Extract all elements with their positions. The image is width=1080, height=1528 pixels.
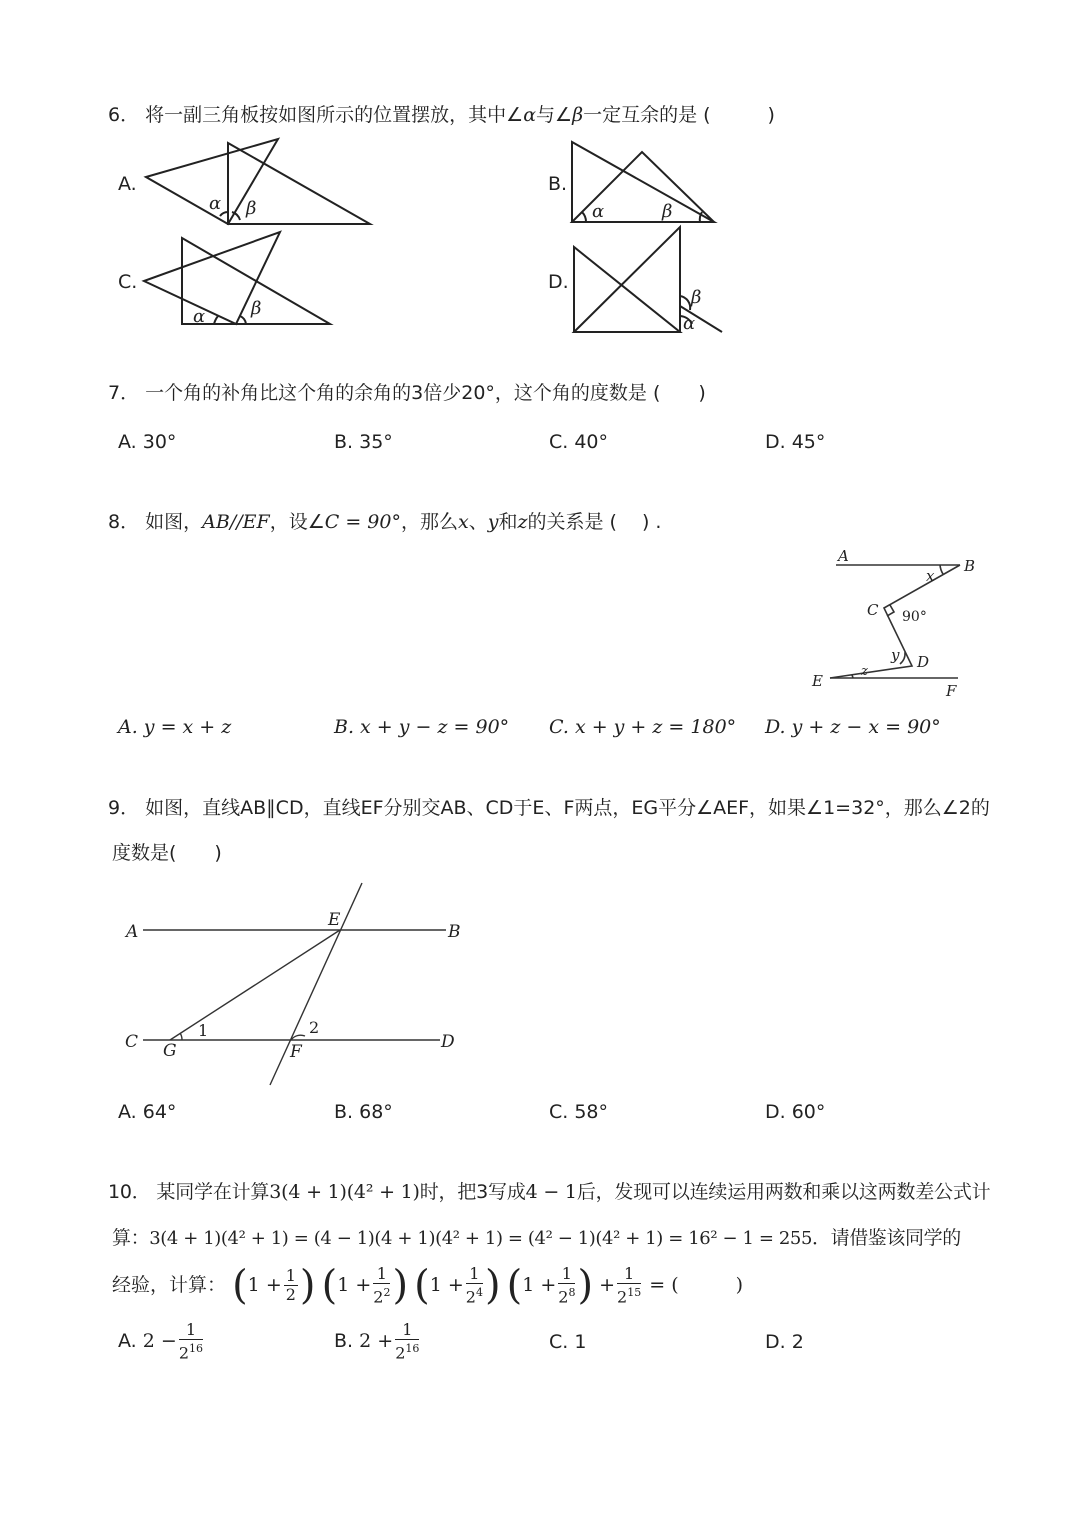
q10-option-a-exp: 16 bbox=[189, 1341, 203, 1355]
q8-label-f: F bbox=[946, 682, 957, 700]
q9-option-c[interactable]: C. 58° bbox=[549, 1101, 609, 1123]
q6-figure-a-beta: β bbox=[246, 198, 257, 219]
q8-text-d: 和 bbox=[498, 511, 518, 533]
q8-label-x: x bbox=[926, 567, 935, 585]
q10-frac-1-den: 2 bbox=[285, 1285, 296, 1304]
q8-option-a-text: A. y = x + z bbox=[118, 716, 232, 738]
q6-alpha: α bbox=[523, 104, 537, 126]
q10-term4-plus: + bbox=[540, 1274, 557, 1296]
q10-term1-plus: + bbox=[265, 1274, 282, 1296]
q10-frac-4-den bbox=[558, 1284, 575, 1306]
q10-option-a-base: 2 bbox=[178, 1343, 189, 1363]
q10-line1-c: 后，发现可以连续运用两数和乘以这两数差公式计 bbox=[576, 1181, 991, 1203]
q8-label-b: B bbox=[964, 557, 976, 575]
q6-option-d-label[interactable]: D. bbox=[548, 271, 569, 293]
q10-paren-close-3: ) bbox=[484, 1262, 501, 1309]
q9-label-e: E bbox=[328, 910, 341, 930]
q8-label-e: E bbox=[812, 672, 823, 690]
q10-frac-3-den bbox=[466, 1284, 483, 1306]
q10-paren-open-4: ( bbox=[506, 1262, 523, 1309]
q8-label-a: A bbox=[838, 547, 849, 565]
q8-label-d: D bbox=[917, 653, 930, 671]
q9-label-g: G bbox=[163, 1041, 177, 1061]
q10-option-a-den bbox=[179, 1340, 203, 1362]
q10-frac-3 bbox=[466, 1265, 483, 1306]
q8-z: z bbox=[517, 511, 528, 533]
q6-option-a-label[interactable]: A. bbox=[118, 173, 137, 195]
q10-paren-open-1: ( bbox=[232, 1262, 248, 1309]
q9-option-a[interactable]: A. 64° bbox=[118, 1101, 177, 1123]
q6-figure-b-alpha: α bbox=[592, 201, 605, 222]
q6-option-b-label[interactable]: B. bbox=[548, 173, 568, 195]
q10-option-b-base: 2 bbox=[395, 1343, 406, 1363]
q10-paren-close-4: ) bbox=[577, 1262, 594, 1309]
q7-option-c[interactable]: C. 40° bbox=[549, 431, 609, 453]
q6-figure-d-alpha: α bbox=[683, 313, 696, 334]
q8-number: 8． bbox=[108, 511, 140, 533]
q10-frac-3-num: 1 bbox=[466, 1265, 483, 1284]
q10-frac-3-exp: 4 bbox=[475, 1285, 483, 1299]
q10-paren-close-1: ) bbox=[299, 1262, 316, 1309]
q10-frac-5 bbox=[617, 1265, 641, 1306]
q8-option-b-text: B. x + y − z = 90° bbox=[334, 716, 510, 738]
q9-label-f: F bbox=[290, 1042, 302, 1062]
q6-figure-b-beta: β bbox=[662, 201, 673, 222]
q10-term3-plus: + bbox=[447, 1274, 464, 1296]
q10-option-b-expr: 2 + bbox=[359, 1330, 394, 1352]
q10-line3 bbox=[112, 1262, 743, 1308]
q6-figure-c-beta: β bbox=[251, 298, 262, 319]
q9-arc-1 bbox=[180, 1033, 182, 1040]
q9-label-d: D bbox=[441, 1032, 455, 1052]
q6-text-a: 将一副三角板按如图所示的位置摆放，其中∠ bbox=[145, 104, 524, 126]
q10-line2-a: 算： bbox=[112, 1227, 150, 1249]
q10-option-b-frac bbox=[395, 1321, 419, 1362]
q10-option-b-prefix: B. bbox=[334, 1330, 354, 1352]
q10-frac-2-num: 1 bbox=[373, 1265, 390, 1284]
q10-option-c[interactable]: C. 1 bbox=[549, 1331, 587, 1353]
q9-label-c: C bbox=[125, 1032, 139, 1052]
q7-option-b[interactable]: B. 35° bbox=[334, 431, 393, 453]
q8-x: x bbox=[457, 511, 469, 533]
q10-paren-open-2: ( bbox=[321, 1262, 338, 1309]
q8-option-d-text: D. y + z − x = 90° bbox=[765, 716, 941, 738]
q10-frac-5-exp: 15 bbox=[627, 1285, 642, 1299]
q8-text-c: ，那么 bbox=[400, 511, 458, 533]
q8-label-angle: 90° bbox=[902, 609, 927, 625]
q9-stem-line2: 度数是( ) bbox=[112, 842, 222, 864]
q10-line1-expr2: 4 − 1 bbox=[525, 1181, 577, 1203]
q9-label-b: B bbox=[448, 922, 461, 942]
q10-line3-a: 经验，计算： bbox=[112, 1274, 227, 1296]
q10-frac-1 bbox=[284, 1267, 298, 1304]
q6-beta: β bbox=[572, 104, 584, 126]
q10-term3-one: 1 bbox=[429, 1274, 442, 1296]
q8-text-a: 如图， bbox=[145, 511, 203, 533]
q10-frac-4 bbox=[558, 1265, 575, 1306]
q8-sep: 、 bbox=[468, 511, 488, 533]
q10-term5-plus: + bbox=[599, 1274, 616, 1296]
q10-option-a-expr: 2 − bbox=[142, 1330, 177, 1352]
q8-label-z: z bbox=[861, 664, 868, 679]
q10-frac-5-den bbox=[617, 1284, 641, 1306]
q7-option-a[interactable]: A. 30° bbox=[118, 431, 177, 453]
q10-equals: = ( ) bbox=[649, 1274, 744, 1296]
q8-text-b: ，设∠ bbox=[269, 511, 325, 533]
q8-label-c: C bbox=[867, 601, 879, 619]
q8-option-c-text: C. x + y + z = 180° bbox=[549, 716, 737, 738]
q10-line1-a: 某同学在计算 bbox=[156, 1181, 270, 1203]
q7-text: 一个角的补角比这个角的余角的3倍少20°，这个角的度数是 ( ) bbox=[145, 382, 706, 404]
q10-option-a-num: 1 bbox=[179, 1321, 203, 1340]
q6-number: 6． bbox=[108, 104, 140, 126]
q10-line2-b: ．请借鉴该同学的 bbox=[812, 1227, 961, 1249]
q10-frac-5-base: 2 bbox=[617, 1287, 628, 1307]
q10-frac-4-num: 1 bbox=[558, 1265, 575, 1284]
q10-option-b[interactable] bbox=[334, 1318, 421, 1364]
q10-option-b-num: 1 bbox=[395, 1321, 419, 1340]
q8-label-y: y bbox=[891, 646, 900, 664]
q10-frac-4-exp: 8 bbox=[568, 1285, 576, 1299]
q10-frac-2-base: 2 bbox=[373, 1287, 384, 1307]
q9-label-1: 1 bbox=[198, 1021, 209, 1040]
q8-math-parallel: AB//EF bbox=[202, 511, 270, 533]
q10-option-b-exp: 16 bbox=[405, 1341, 420, 1355]
q6-figure-a-alpha: α bbox=[209, 193, 222, 214]
q9-label-a: A bbox=[126, 922, 139, 942]
q8-math-c: C = 90° bbox=[324, 511, 401, 533]
q9-option-d[interactable]: D. 60° bbox=[765, 1101, 826, 1123]
q9-label-2: 2 bbox=[309, 1018, 320, 1037]
q6-text-c: 一定互余的是 ( ) bbox=[583, 104, 775, 126]
q8-text-e: 的关系是 ( ) . bbox=[527, 511, 662, 533]
q10-paren-close-2: ) bbox=[392, 1262, 409, 1309]
q10-number: 10． bbox=[108, 1181, 151, 1203]
q10-frac-5-num: 1 bbox=[617, 1265, 641, 1284]
q10-frac-1-num: 1 bbox=[285, 1266, 296, 1285]
q10-term2-one: 1 bbox=[337, 1274, 350, 1296]
q10-option-a-frac bbox=[179, 1321, 203, 1362]
q6-figure-d-beta: β bbox=[691, 287, 702, 308]
q7-option-d[interactable]: D. 45° bbox=[765, 431, 826, 453]
q10-line1 bbox=[108, 1180, 990, 1204]
q10-option-a-prefix: A. bbox=[118, 1330, 137, 1352]
q10-option-b-den bbox=[395, 1340, 419, 1362]
q8-y: y bbox=[487, 511, 499, 533]
q10-option-a[interactable] bbox=[118, 1318, 205, 1364]
q6-option-c-label[interactable]: C. bbox=[118, 271, 138, 293]
q10-frac-4-base: 2 bbox=[558, 1287, 569, 1307]
q10-frac-2-exp: 2 bbox=[383, 1285, 391, 1299]
q10-line2-expr: 3(4 + 1)(4² + 1) = (4 − 1)(4 + 1)(4² + 1) = (4² − 1)(4² + 1) = 16² − 1 = 255 bbox=[149, 1228, 812, 1249]
q10-paren-open-3: ( bbox=[414, 1262, 430, 1309]
q10-frac-3-base: 2 bbox=[465, 1287, 476, 1307]
q10-line1-expr: 3(4 + 1)(4² + 1) bbox=[269, 1181, 420, 1203]
q10-line2 bbox=[112, 1226, 961, 1251]
q10-term4-one: 1 bbox=[522, 1274, 535, 1296]
q10-frac-2-den bbox=[373, 1284, 390, 1306]
q10-line1-b: 时，把3写成 bbox=[419, 1181, 526, 1203]
q9-line1: 如图，直线AB∥CD，直线EF分别交AB、CD于E、F两点，EG平分∠AEF，如果∠1=32°，那么∠2的 bbox=[145, 797, 990, 819]
q7-number: 7． bbox=[108, 382, 140, 404]
q9-option-b[interactable]: B. 68° bbox=[334, 1101, 393, 1123]
q10-frac-2 bbox=[373, 1265, 390, 1306]
q9-line-ef bbox=[270, 883, 362, 1085]
q6-figure-c-alpha: α bbox=[193, 306, 206, 327]
q6-text-b: 与∠ bbox=[536, 104, 573, 126]
q10-term1-one: 1 bbox=[247, 1274, 260, 1296]
q9-number: 9． bbox=[108, 797, 140, 819]
q10-option-d[interactable]: D. 2 bbox=[765, 1331, 804, 1353]
q10-term2-plus: + bbox=[355, 1274, 372, 1296]
